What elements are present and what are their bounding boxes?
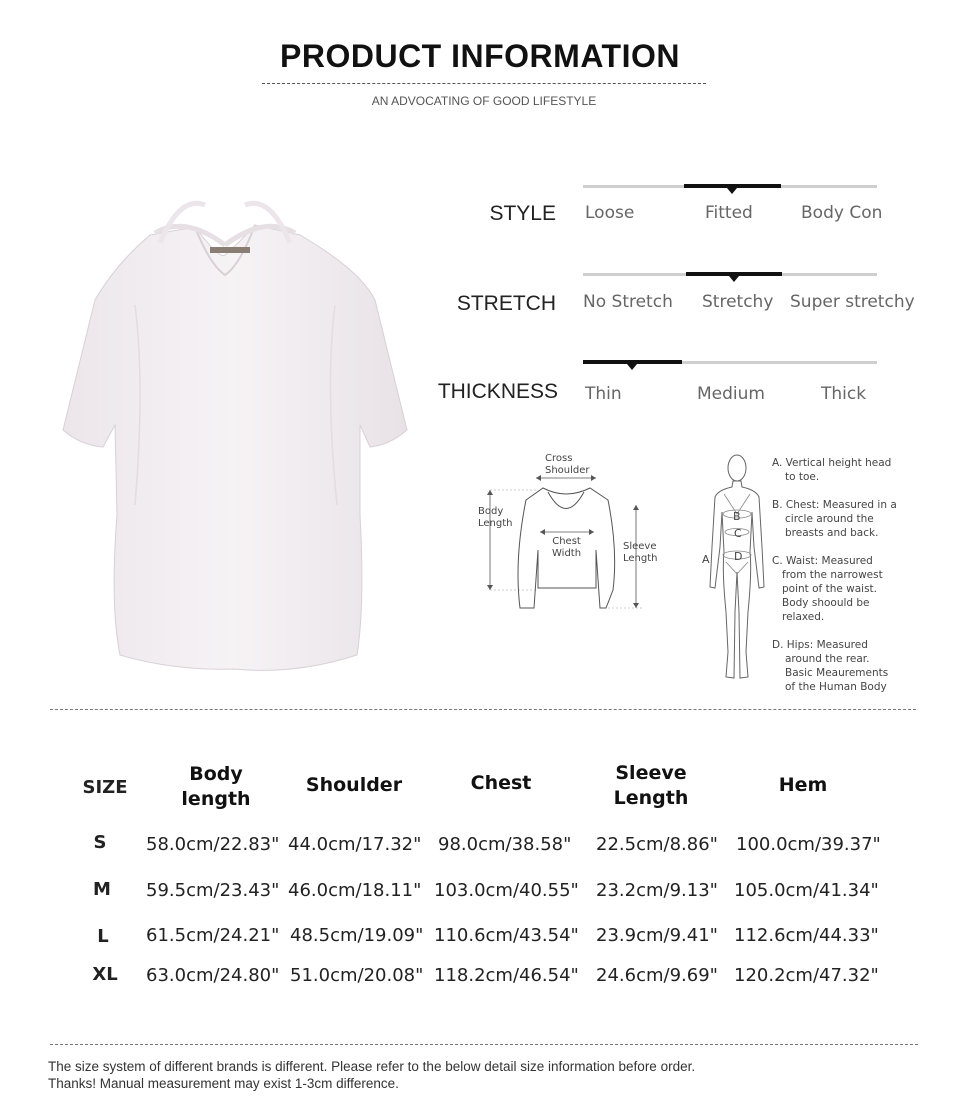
footer-divider: [50, 1044, 918, 1045]
thickness-option-medium: Medium: [697, 384, 765, 404]
stretch-option-super-stretchy: Super stretchy: [790, 292, 915, 312]
stretch-scale-indicator: [729, 276, 739, 282]
product-image-tshirt: [55, 185, 415, 685]
table-cell: 61.5cm/24.21": [146, 925, 280, 946]
size-label-l: L: [97, 926, 109, 947]
marker-d: D: [734, 550, 743, 563]
table-cell: 112.6cm/44.33": [734, 925, 879, 946]
table-cell: 24.6cm/9.69": [596, 965, 718, 986]
page-subtitle: AN ADVOCATING OF GOOD LIFESTYLE: [371, 94, 597, 108]
marker-b: B: [733, 510, 741, 523]
chest-width-label: Chest Width: [552, 536, 582, 559]
thickness-option-thin: Thin: [585, 384, 622, 404]
table-cell: 120.2cm/47.32": [734, 965, 879, 986]
table-cell: 48.5cm/19.09": [290, 925, 424, 946]
note-c: C. Waist: Measured from the narrowest point of the waist. Body shoould be relaxed.: [772, 555, 883, 623]
style-option-fitted: Fitted: [705, 203, 753, 223]
body-length-label: Body Length: [478, 506, 513, 529]
table-cell: 23.2cm/9.13": [596, 880, 718, 901]
style-label: STYLE: [489, 202, 556, 225]
size-label-s: S: [93, 832, 107, 853]
table-cell: 59.5cm/23.43": [146, 880, 280, 901]
title-divider: [262, 83, 706, 84]
style-option-loose: Loose: [585, 203, 635, 223]
table-cell: 23.9cm/9.41": [596, 925, 718, 946]
table-cell: 110.6cm/43.54": [434, 925, 579, 946]
size-label-xl: XL: [92, 964, 118, 985]
style-scale-indicator: [727, 188, 737, 194]
size-label-m: M: [93, 879, 111, 900]
sleeve-length-label: Sleeve Length: [623, 541, 658, 564]
table-cell: 46.0cm/18.11": [288, 880, 422, 901]
header-chest: Chest: [470, 772, 532, 794]
header-sleeve-length: Sleeve Length: [613, 762, 689, 809]
note-d: D. Hips: Measured around the rear. Basic Meaurements of the Human Body: [772, 639, 889, 693]
cross-shoulder-label: Cross Shoulder: [545, 453, 590, 476]
thickness-label: THICKNESS: [437, 380, 558, 403]
table-cell: 105.0cm/41.34": [734, 880, 879, 901]
table-cell: 100.0cm/39.37": [736, 834, 881, 855]
size-column-header: SIZE: [82, 777, 128, 798]
thickness-option-thick: Thick: [821, 384, 867, 404]
section-divider: [50, 709, 916, 710]
table-cell: 58.0cm/22.83": [146, 834, 280, 855]
table-cell: 118.2cm/46.54": [434, 965, 579, 986]
human-body-diagram: [700, 452, 772, 687]
table-cell: 103.0cm/40.55": [434, 880, 579, 901]
page-title: PRODUCT INFORMATION: [280, 38, 680, 74]
table-cell: 22.5cm/8.86": [596, 834, 718, 855]
header-hem: Hem: [778, 774, 828, 796]
table-cell: 98.0cm/38.58": [438, 834, 572, 855]
table-cell: 44.0cm/17.32": [288, 834, 422, 855]
footer-note-measurement: Thanks! Manual measurement may exist 1-3cm difference.: [48, 1076, 399, 1091]
stretch-label: STRETCH: [456, 292, 556, 315]
table-cell: 51.0cm/20.08": [290, 965, 424, 986]
thickness-scale-indicator: [627, 364, 637, 370]
header-body-length: Body length: [181, 763, 251, 810]
marker-a: A: [702, 553, 710, 566]
note-b: B. Chest: Measured in a circle around the breasts and back.: [772, 499, 897, 539]
stretch-option-stretchy: Stretchy: [702, 292, 774, 312]
footer-note-size-system: The size system of different brands is different. Please refer to the below detail size information before order.: [48, 1059, 696, 1074]
header-shoulder: Shoulder: [305, 774, 403, 796]
table-cell: 63.0cm/24.80": [146, 965, 280, 986]
style-option-body-con: Body Con: [801, 203, 883, 223]
note-a: A. Vertical height head to toe.: [772, 457, 892, 483]
stretch-option-no-stretch: No Stretch: [583, 292, 673, 312]
marker-c: C: [734, 527, 742, 540]
